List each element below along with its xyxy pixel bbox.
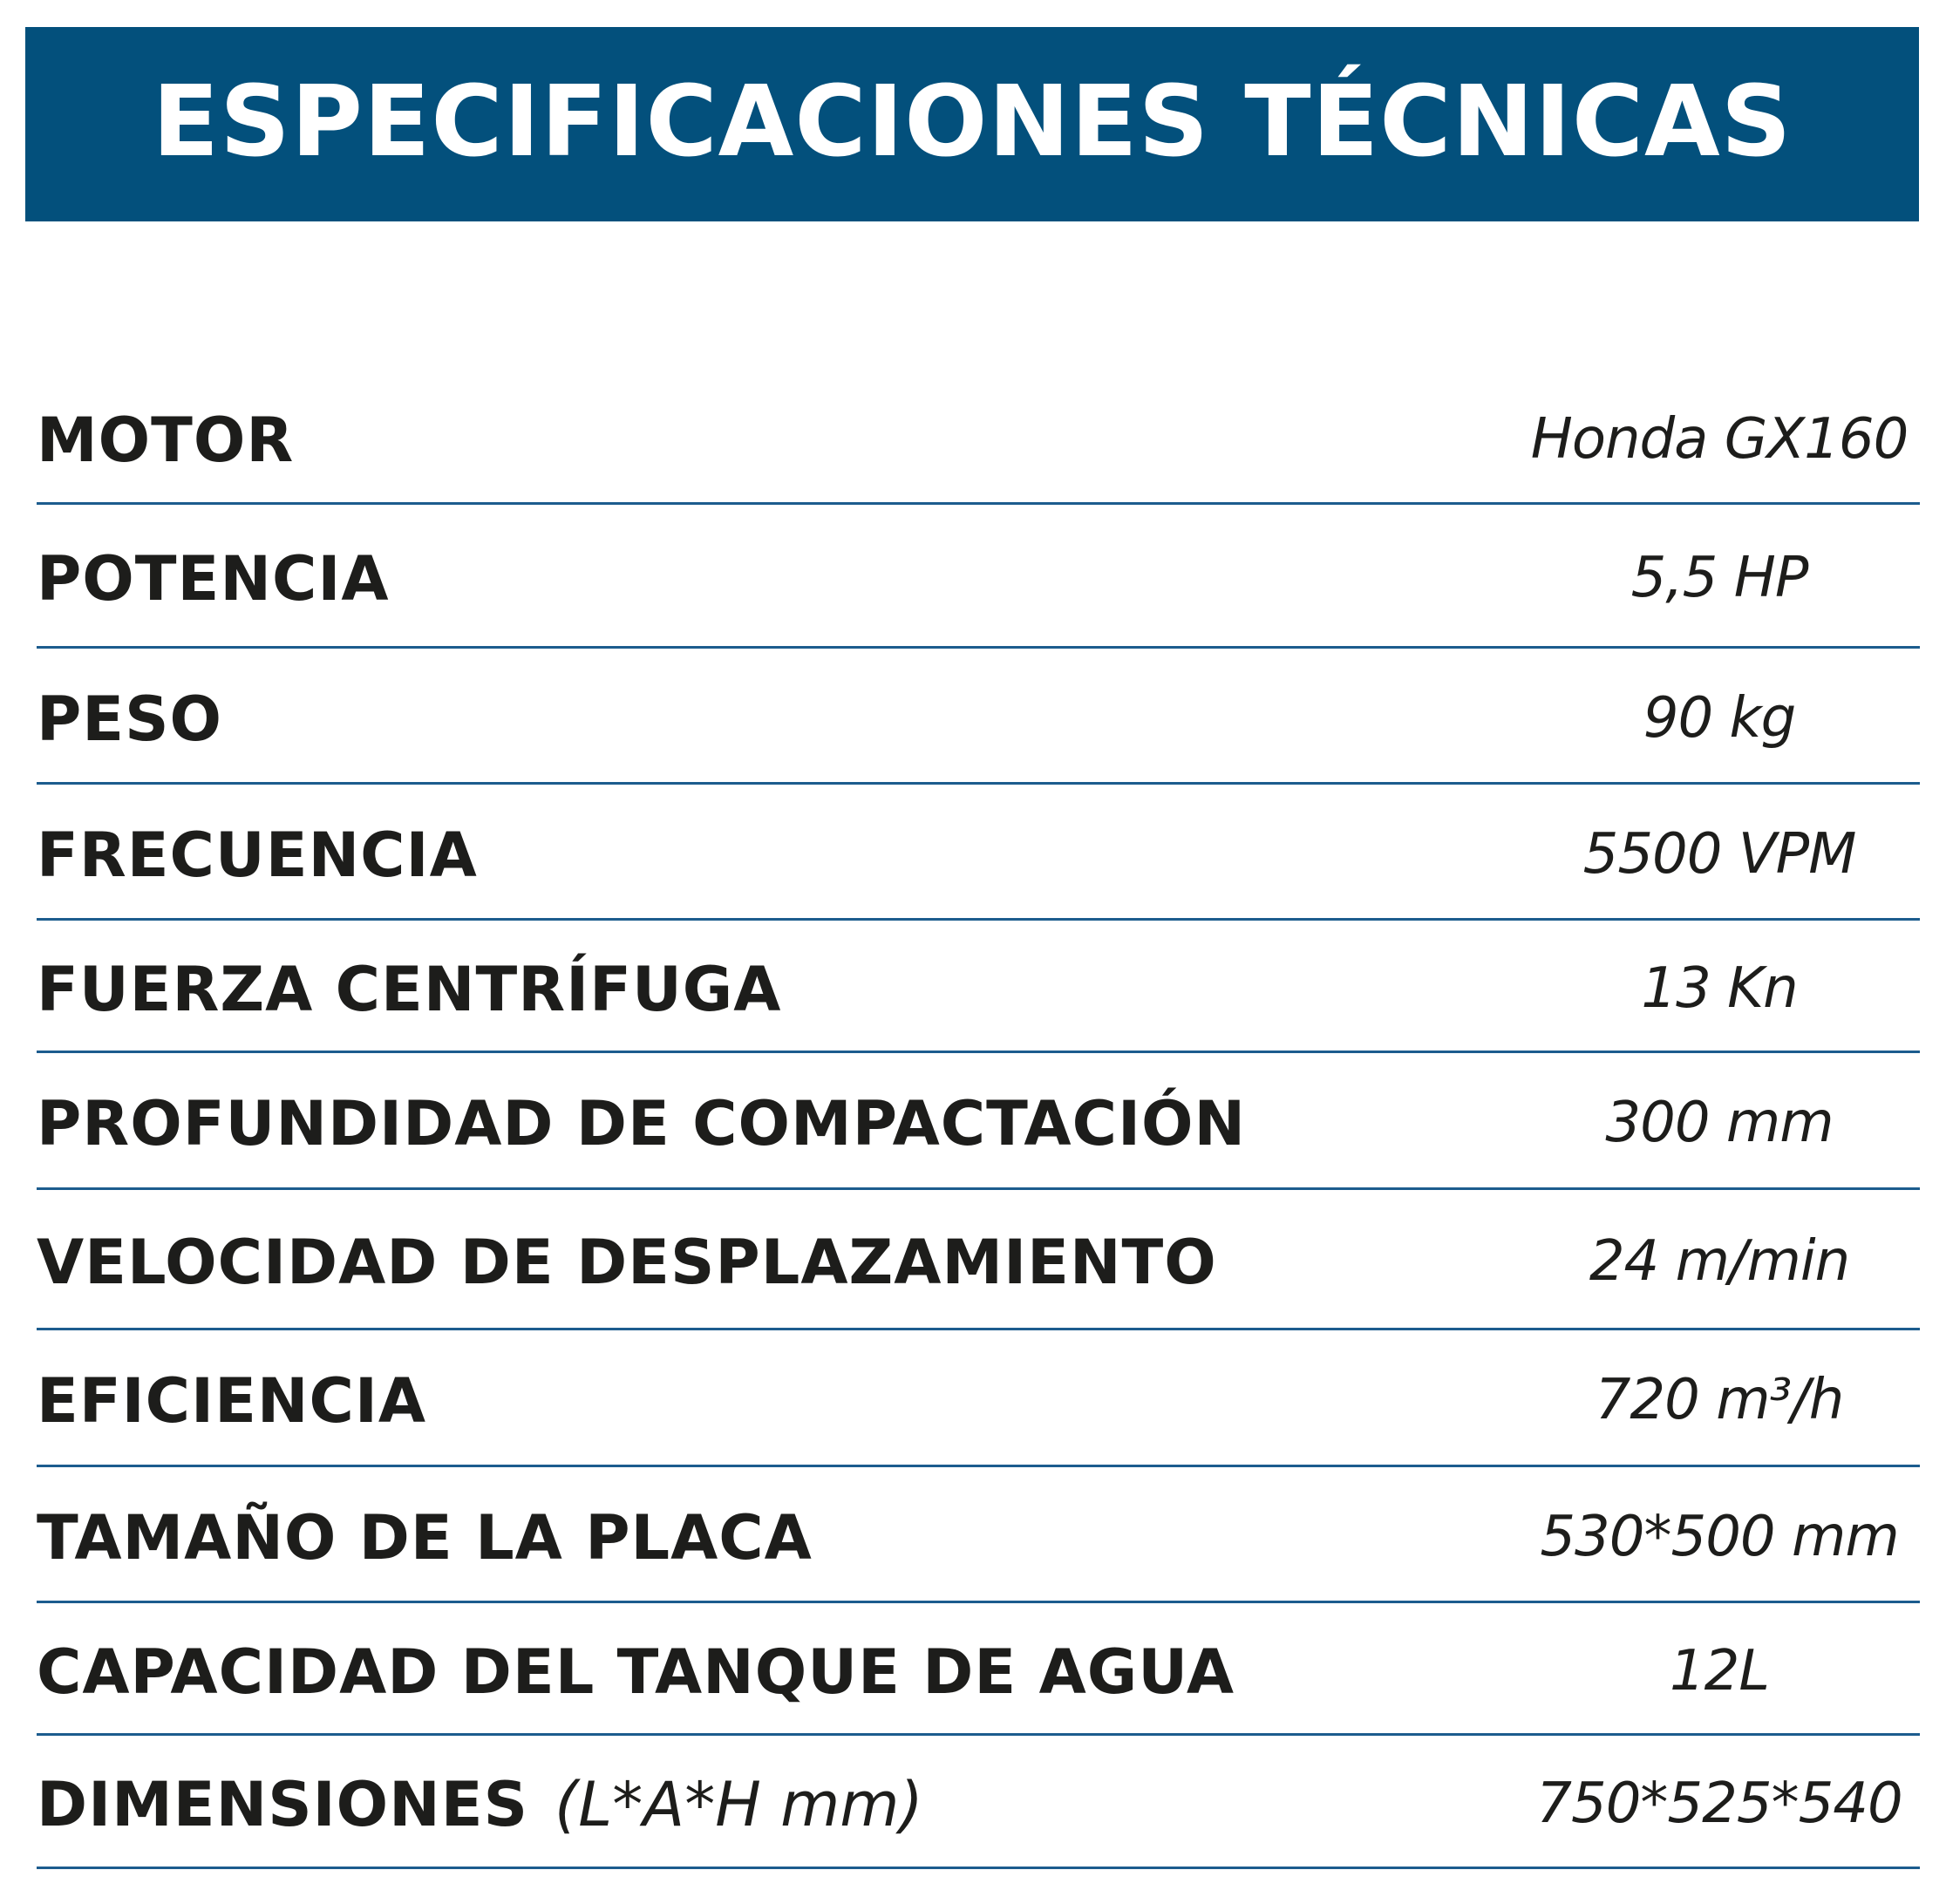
spec-row-potencia — [37, 505, 1920, 649]
spec-value: 13 Kn — [1641, 955, 1798, 1021]
spec-value: 530*500 mm — [1540, 1504, 1899, 1569]
spec-label: FRECUENCIA — [37, 819, 478, 891]
spec-label-note: (L*A*H mm) — [555, 1769, 923, 1840]
spec-value: 90 kg — [1643, 685, 1796, 751]
spec-row-tamano-placa — [37, 1467, 1920, 1603]
spec-label: MOTOR — [37, 405, 295, 476]
header-banner — [25, 27, 1919, 221]
spec-value: 12L — [1669, 1638, 1770, 1703]
spec-row-eficiencia — [37, 1330, 1920, 1467]
spec-label: POTENCIA — [37, 543, 390, 615]
spec-row-fuerza-centrifuga — [37, 921, 1920, 1053]
spec-row-dimensiones — [37, 1736, 1920, 1869]
spec-value: 300 mm — [1605, 1091, 1834, 1155]
spec-label: VELOCIDAD DE DESPLAZAMIENTO — [37, 1227, 1217, 1298]
spec-row-frecuencia — [37, 785, 1920, 921]
spec-label: DIMENSIONES — [37, 1769, 528, 1840]
spec-label: TAMAÑO DE LA PLACA — [37, 1501, 813, 1574]
spec-label: CAPACIDAD DEL TANQUE DE AGUA — [37, 1635, 1235, 1708]
page-title: ESPECIFICACIONES TÉCNICAS — [152, 65, 1793, 179]
spec-table — [37, 371, 1920, 1869]
spec-value: 750*525*540 — [1536, 1771, 1902, 1836]
spec-row-profundidad — [37, 1053, 1920, 1190]
spec-row-peso — [37, 649, 1920, 785]
spec-label: PESO — [37, 683, 223, 755]
spec-value: 24 m/min — [1589, 1229, 1850, 1294]
spec-row-velocidad — [37, 1190, 1920, 1330]
spec-value: 720 m³/h — [1595, 1368, 1844, 1432]
spec-label: FUERZA CENTRÍFUGA — [37, 953, 782, 1025]
spec-value: 5,5 HP — [1630, 546, 1808, 610]
spec-row-motor — [37, 371, 1920, 505]
spec-row-capacidad-tanque — [37, 1603, 1920, 1736]
spec-label-group — [37, 1767, 923, 1840]
spec-value: 5500 VPM — [1582, 821, 1856, 887]
spec-label: EFICIENCIA — [37, 1365, 427, 1437]
spec-label: PROFUNDIDAD DE COMPACTACIÓN — [37, 1088, 1247, 1159]
spec-value: Honda GX160 — [1530, 407, 1909, 472]
